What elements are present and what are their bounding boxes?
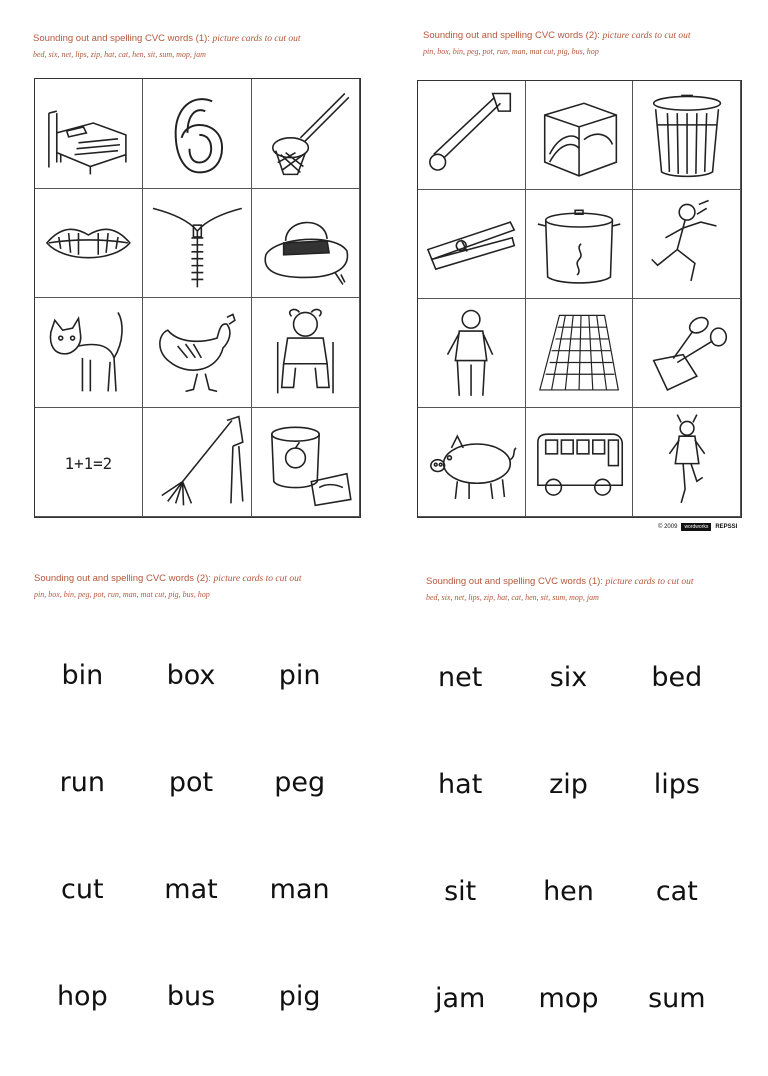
- sheet1-title: Sounding out and spelling CVC words (1):: [33, 33, 210, 44]
- word-card[interactable]: bed: [651, 662, 703, 693]
- sheet4-header: [426, 576, 694, 603]
- net-picture[interactable]: [252, 79, 360, 189]
- word-card[interactable]: box: [166, 660, 216, 691]
- sit-icon: [256, 302, 355, 402]
- sheet3-header: [34, 573, 302, 600]
- box-picture[interactable]: [526, 81, 634, 190]
- repssi-logo: REPSSI: [715, 524, 738, 530]
- pin-picture[interactable]: [418, 81, 526, 190]
- scissors-icon: [638, 303, 736, 402]
- sheet4-title: Sounding out and spelling CVC words (1):: [426, 576, 603, 587]
- bed-icon: [39, 83, 138, 183]
- word-card[interactable]: cat: [655, 876, 698, 907]
- word-card[interactable]: six: [549, 662, 588, 693]
- sheet3-subtitle: picture cards to cut out: [213, 574, 302, 584]
- bus-icon: [530, 412, 628, 511]
- picture-grid-left: [34, 78, 361, 518]
- word-card[interactable]: hen: [543, 876, 594, 907]
- sheet2-subtitle: picture cards to cut out: [602, 31, 691, 41]
- peg-icon: [422, 194, 520, 293]
- zip-icon: [148, 193, 247, 293]
- word-card[interactable]: lips: [653, 769, 700, 800]
- word-card[interactable]: jam: [434, 983, 486, 1014]
- sheet1-header: [33, 33, 301, 60]
- word-card[interactable]: sum: [648, 983, 706, 1014]
- mat-icon: [530, 303, 628, 402]
- copyright-line: [658, 523, 737, 531]
- word-card[interactable]: pot: [168, 767, 214, 798]
- box-icon: [530, 85, 628, 184]
- lips-picture[interactable]: [35, 189, 143, 299]
- sheet2-word-list: pin, box, bin, peg, pot, run, man, mat cut, pig, bus, hop: [423, 47, 599, 56]
- copyright-year: © 2009: [658, 524, 678, 530]
- pig-icon: [422, 412, 520, 511]
- sheet1-subtitle: picture cards to cut out: [212, 34, 301, 44]
- word-card[interactable]: mat: [164, 874, 218, 905]
- word-card[interactable]: pin: [278, 660, 321, 691]
- bed-picture[interactable]: [35, 79, 143, 189]
- lips-icon: [39, 193, 138, 293]
- word-card[interactable]: pig: [278, 981, 321, 1012]
- picture-grid-right: [417, 80, 742, 518]
- hop-icon: [638, 412, 736, 511]
- word-card[interactable]: cut: [61, 874, 104, 905]
- sheet4-word-list: bed, six, net, lips, zip, hat, cat, hen, sit, sum, mop, jam: [426, 593, 599, 602]
- mat-picture[interactable]: [526, 299, 634, 408]
- hat-picture[interactable]: [252, 189, 360, 299]
- peg-picture[interactable]: [418, 190, 526, 299]
- sum-picture[interactable]: [35, 408, 143, 518]
- word-card[interactable]: hop: [56, 981, 108, 1012]
- pig-picture[interactable]: [418, 408, 526, 517]
- bus-picture[interactable]: [526, 408, 634, 517]
- net-icon: [256, 83, 355, 183]
- cat-picture[interactable]: [35, 298, 143, 408]
- mop-icon: [148, 412, 247, 512]
- bin-icon: [638, 85, 736, 184]
- word-card[interactable]: mop: [538, 983, 599, 1014]
- man-icon: [422, 303, 520, 402]
- word-card[interactable]: sit: [444, 876, 477, 907]
- word-cards-left: [28, 646, 354, 1074]
- word-card[interactable]: net: [438, 662, 483, 693]
- sum-equation: [39, 412, 138, 512]
- word-card[interactable]: run: [59, 767, 105, 798]
- sheet3-title: Sounding out and spelling CVC words (2):: [34, 573, 211, 584]
- word-card[interactable]: zip: [549, 769, 588, 800]
- pot-icon: [530, 194, 628, 293]
- word-card[interactable]: bus: [166, 981, 216, 1012]
- jam-picture[interactable]: [252, 408, 360, 518]
- runner-icon: [638, 194, 736, 293]
- hen-icon: [148, 302, 247, 402]
- sheet1-word-list: bed, six, net, lips, zip, hat, cat, hen, sit, sum, mop, jam: [33, 50, 206, 59]
- pot-picture[interactable]: [526, 190, 634, 299]
- hop-picture[interactable]: [633, 408, 741, 517]
- word-card[interactable]: bin: [61, 660, 104, 691]
- sheet2-title: Sounding out and spelling CVC words (2):: [423, 30, 600, 41]
- six-picture[interactable]: [143, 79, 251, 189]
- zip-picture[interactable]: [143, 189, 251, 299]
- mop-picture[interactable]: [143, 408, 251, 518]
- word-card[interactable]: man: [269, 874, 330, 905]
- word-cards-right: [406, 648, 731, 1076]
- man-picture[interactable]: [418, 299, 526, 408]
- wordworks-logo: wordworks: [681, 523, 711, 531]
- cat-icon: [39, 302, 138, 402]
- six-icon: [148, 83, 247, 183]
- hat-icon: [256, 193, 355, 293]
- word-card[interactable]: peg: [274, 767, 326, 798]
- hen-picture[interactable]: [143, 298, 251, 408]
- bin-picture[interactable]: [633, 81, 741, 190]
- jam-icon: [256, 412, 355, 512]
- sheet4-subtitle: picture cards to cut out: [605, 577, 694, 587]
- cut-picture[interactable]: [633, 299, 741, 408]
- svg-text:1+1=2: 1+1=2: [64, 453, 113, 473]
- sheet2-header: [423, 30, 691, 57]
- sit-picture[interactable]: [252, 298, 360, 408]
- run-picture[interactable]: [633, 190, 741, 299]
- safety-pin-icon: [422, 85, 520, 184]
- word-card[interactable]: hat: [438, 769, 483, 800]
- sheet3-word-list: pin, box, bin, peg, pot, run, man, mat cut, pig, bus, hop: [34, 590, 210, 599]
